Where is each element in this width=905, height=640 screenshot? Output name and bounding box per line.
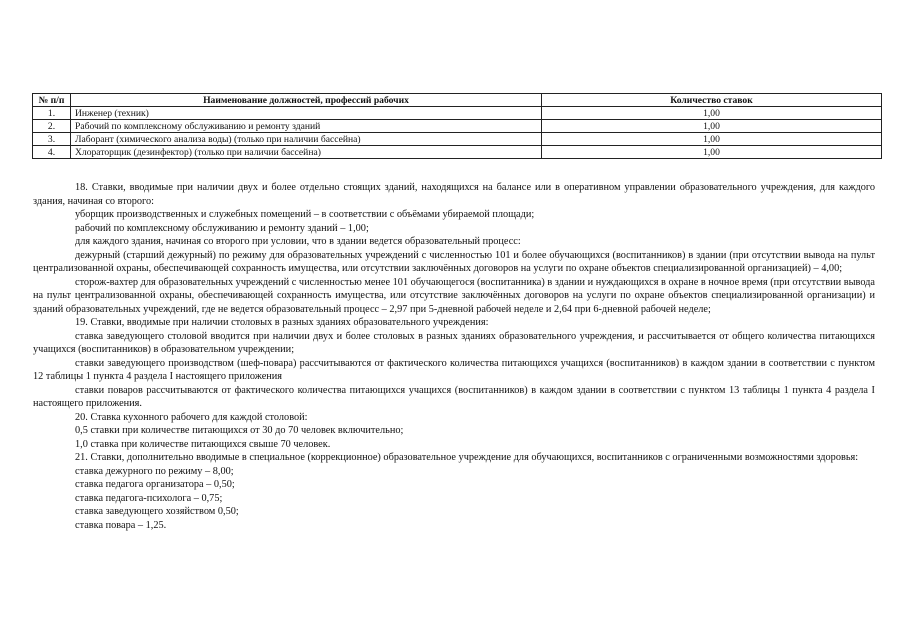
paragraph-cooks: ставки поваров рассчитываются от фактического количества питающихся учащихся (воспитанников) в каждом здании в соответствии с пунктом 13 таблицы 1 пункта 4 раздела I настоящего приложения. <box>33 384 875 409</box>
paragraph-watchman: сторож-вахтер для образовательных учреждений с численностью менее 101 обучающегося (воспитанника) в здании и нуждающихся в охране в ночное время (при отсутствии вывода на пульт централизованной охраны, обеспечивающей сохранность имущества, или отсутствие заключённых договоров на услуги по охране объектов специализированной организации) и зданий образовательных учреждений, где не ведется образовательный процесс – 2,97 при 5-дневной рабочей неделе и 2,64 при 6-дневной рабочей неделе; <box>33 276 875 315</box>
header-rate-count: Количество ставок <box>542 94 882 107</box>
table-header-row <box>33 94 882 107</box>
row-rate-count: 1,00 <box>542 107 882 120</box>
row-position-name: Лаборант (химического анализа воды) (только при наличии бассейна) <box>71 133 542 146</box>
row-number: 1. <box>33 107 71 120</box>
paragraph-line: для каждого здания, начиная со второго при условии, что в здании ведется образовательный процесс: <box>75 236 521 247</box>
table-row <box>33 120 882 133</box>
header-position-name: Наименование должностей, профессий рабочих <box>71 94 542 107</box>
paragraph-duty-officer: дежурный (старший дежурный) по режиму для образовательных учреждений с численностью 101 и более обучающихся (воспитанников) в здании (при отсутствии вывода на пульт централизованной охраны, обеспечивающей сохранность имущества, или отсутствии заключённых договоров на услуги по охране объектов специализированной организацией) – 4,00; <box>33 249 875 274</box>
row-number: 2. <box>33 120 71 133</box>
row-number: 4. <box>33 146 71 159</box>
row-number: 3. <box>33 133 71 146</box>
row-rate-count: 1,00 <box>542 146 882 159</box>
row-position-name: Хлораторщик (дезинфектор) (только при наличии бассейна) <box>71 146 542 159</box>
table-row <box>33 133 882 146</box>
paragraph-20: 20. Ставка кухонного рабочего для каждой столовой: <box>75 411 308 423</box>
staff-table <box>32 93 882 159</box>
row-position-name: Инженер (техник) <box>71 107 542 120</box>
paragraph-line: 1,0 ставка при количестве питающихся свыше 70 человек. <box>75 438 331 450</box>
paragraph-line: ставка дежурного по режиму – 8,00; <box>75 465 234 477</box>
row-position-name: Рабочий по комплексному обслуживанию и ремонту зданий <box>71 120 542 133</box>
paragraph-production-head: ставки заведующего производством (шеф-повара) рассчитываются от фактического количества питающихся учащихся (воспитанников) в каждом здании в соответствии с пунктом 12 таблицы 1 пункта 4 раздела I настоящего приложения <box>33 357 875 382</box>
paragraph-18: 18. Ставки, вводимые при наличии двух и более отдельно стоящих зданий, находящихся на балансе или в оперативном управлении образовательного учреждения, для каждого здания, начиная со второго: <box>33 182 875 207</box>
paragraph-line: 0,5 ставки при количестве питающихся от 30 до 70 человек включительно; <box>75 425 404 436</box>
paragraph-19: 19. Ставки, вводимые при наличии столовых в разных зданиях образовательного учреждения: <box>75 317 489 328</box>
paragraph-line: ставка педагога-психолога – 0,75; <box>75 492 223 504</box>
paragraph-line: ставка повара – 1,25. <box>75 519 167 531</box>
paragraph-line: ставка заведующего хозяйством 0,50; <box>75 506 239 517</box>
row-rate-count: 1,00 <box>542 133 882 146</box>
paragraph-21: 21. Ставки, дополнительно вводимые в специальное (коррекционное) образовательное учреждение для обучающихся, воспитанников с ограниченными возможностями здоровья: <box>75 452 859 463</box>
header-number: № п/п <box>33 94 71 107</box>
paragraph-line: рабочий по комплексному обслуживанию и ремонту зданий – 1,00; <box>75 222 369 234</box>
table-row <box>33 107 882 120</box>
paragraph-canteen-head: ставка заведующего столовой вводится при наличии двух и более столовых в разных зданиях образовательного учреждения, и рассчитывается от общего количества питающихся учащихся (воспитанников) в образовательном учреждении; <box>33 330 875 355</box>
body-text <box>33 181 875 532</box>
row-rate-count: 1,00 <box>542 120 882 133</box>
table-row <box>33 146 882 159</box>
paragraph-line: ставка педагога организатора – 0,50; <box>75 479 235 490</box>
paragraph-line: уборщик производственных и служебных помещений – в соответствии с объёмами убираемой площади; <box>75 209 535 220</box>
